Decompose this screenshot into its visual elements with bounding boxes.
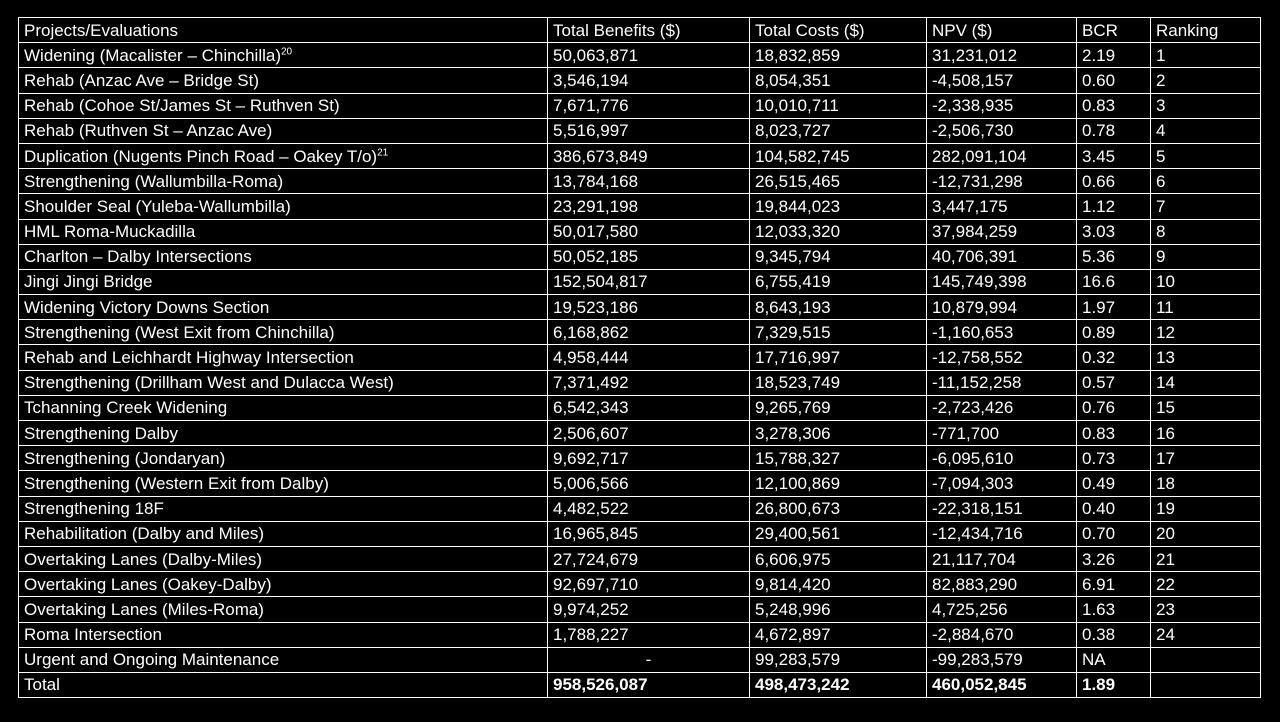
table-row <box>19 622 1261 647</box>
cell-ranking: 4 <box>1151 118 1261 143</box>
cell-total-costs: 18,523,749 <box>750 370 927 395</box>
cell-total-benefits: 23,291,198 <box>548 194 750 219</box>
cell-npv: 4,725,256 <box>927 597 1077 622</box>
cell-ranking <box>1151 647 1261 672</box>
cell-total-benefits: 6,542,343 <box>548 395 750 420</box>
cell-total-costs: 19,844,023 <box>750 194 927 219</box>
table-row <box>19 421 1261 446</box>
cell-bcr: 3.26 <box>1077 546 1151 571</box>
cell-project <box>19 68 548 93</box>
cell-total-costs: 9,814,420 <box>750 572 927 597</box>
project-name: Strengthening (Jondaryan) <box>24 448 226 468</box>
cell-ranking: 16 <box>1151 421 1261 446</box>
cell-npv: -22,318,151 <box>927 496 1077 521</box>
cell-npv: -12,758,552 <box>927 345 1077 370</box>
cell-project <box>19 295 548 320</box>
cell-total-benefits: 4,958,444 <box>548 345 750 370</box>
project-name: Strengthening (West Exit from Chinchilla) <box>24 322 335 342</box>
cell-total-costs: 7,329,515 <box>750 320 927 345</box>
table-row <box>19 169 1261 194</box>
project-name: Rehab (Cohoe St/James St – Ruthven St) <box>24 96 340 116</box>
table-row <box>19 471 1261 496</box>
cell-project <box>19 219 548 244</box>
project-name: Rehab and Leichhardt Highway Intersection <box>24 348 354 368</box>
cell-ranking: 17 <box>1151 446 1261 471</box>
cell-project <box>19 546 548 571</box>
cell-ranking: 10 <box>1151 269 1261 294</box>
project-name: Roma Intersection <box>24 625 162 645</box>
project-name: Jingi Jingi Bridge <box>24 272 153 292</box>
table-row <box>19 647 1261 672</box>
cell-total-benefits: 9,692,717 <box>548 446 750 471</box>
cell-total-costs: 17,716,997 <box>750 345 927 370</box>
cell-ranking: 7 <box>1151 194 1261 219</box>
cell-npv: -99,283,579 <box>927 647 1077 672</box>
cell-npv: -11,152,258 <box>927 370 1077 395</box>
cell-total-costs: 9,345,794 <box>750 244 927 269</box>
project-name: Overtaking Lanes (Oakey-Dalby) <box>24 574 272 594</box>
footnote-ref: 21 <box>377 146 389 158</box>
cell-npv: -2,338,935 <box>927 93 1077 118</box>
cell-bcr: 0.60 <box>1077 68 1151 93</box>
header-bcr: BCR <box>1077 18 1151 43</box>
cell-ranking: 1 <box>1151 43 1261 68</box>
cell-total-benefits: 27,724,679 <box>548 546 750 571</box>
cell-npv: -4,508,157 <box>927 68 1077 93</box>
cell-npv: 10,879,994 <box>927 295 1077 320</box>
footnote-ref: 20 <box>280 46 293 58</box>
project-name: Tchanning Creek Widening <box>24 398 228 418</box>
project-name: Rehabilitation (Dalby and Miles) <box>24 524 265 544</box>
table-row <box>19 244 1261 269</box>
cell-npv: 40,706,391 <box>927 244 1077 269</box>
project-name: Strengthening 18F <box>24 499 164 519</box>
project-name: Overtaking Lanes (Dalby-Miles) <box>24 549 263 569</box>
cell-ranking: 11 <box>1151 295 1261 320</box>
cell-total-benefits: 19,523,186 <box>548 295 750 320</box>
table-row <box>19 93 1261 118</box>
cell-npv: -7,094,303 <box>927 471 1077 496</box>
cell-project <box>19 446 548 471</box>
cell-total-benefits: 50,063,871 <box>548 43 750 68</box>
project-name: Duplication (Nugents Pinch Road – Oakey T/o) <box>24 146 378 166</box>
cell-npv: -2,506,730 <box>927 118 1077 143</box>
cell-bcr: 3.03 <box>1077 219 1151 244</box>
cell-total-costs: 26,515,465 <box>750 169 927 194</box>
cell-ranking: 13 <box>1151 345 1261 370</box>
cell-total-costs: 9,265,769 <box>750 395 927 420</box>
cell-total-costs: 10,010,711 <box>750 93 927 118</box>
cell-total-costs: 8,643,193 <box>750 295 927 320</box>
cell-npv: -1,160,653 <box>927 320 1077 345</box>
table-row <box>19 269 1261 294</box>
cell-npv: 145,749,398 <box>927 269 1077 294</box>
project-evaluations-table <box>18 17 1261 698</box>
header-row <box>19 18 1261 43</box>
cell-project <box>19 143 548 168</box>
cell-project <box>19 118 548 143</box>
cell-bcr: 3.45 <box>1077 143 1151 168</box>
cell-bcr: 0.83 <box>1077 93 1151 118</box>
project-name: Strengthening (Western Exit from Dalby) <box>24 473 329 493</box>
cell-project <box>19 572 548 597</box>
cell-total-benefits: 9,974,252 <box>548 597 750 622</box>
cell-npv: -2,884,670 <box>927 622 1077 647</box>
cell-ranking: 9 <box>1151 244 1261 269</box>
header-total-costs: Total Costs ($) <box>750 18 927 43</box>
cell-project <box>19 345 548 370</box>
cell-bcr: 0.57 <box>1077 370 1151 395</box>
header-total-benefits: Total Benefits ($) <box>548 18 750 43</box>
cell-ranking: 23 <box>1151 597 1261 622</box>
cell-npv: -2,723,426 <box>927 395 1077 420</box>
table-row <box>19 597 1261 622</box>
project-name: Charlton – Dalby Intersections <box>24 247 252 267</box>
cell-ranking: 14 <box>1151 370 1261 395</box>
project-name: Strengthening (Drillham West and Dulacca West) <box>24 373 394 393</box>
table-row <box>19 496 1261 521</box>
cell-bcr: 0.38 <box>1077 622 1151 647</box>
cell-total-costs: 5,248,996 <box>750 597 927 622</box>
cell-ranking: 20 <box>1151 521 1261 546</box>
cell-npv: 3,447,175 <box>927 194 1077 219</box>
cell-bcr: 0.78 <box>1077 118 1151 143</box>
cell-project <box>19 169 548 194</box>
cell-total-benefits: 5,006,566 <box>548 471 750 496</box>
cell-ranking: 18 <box>1151 471 1261 496</box>
cell-project <box>19 597 548 622</box>
cell-total-benefits: 50,017,580 <box>548 219 750 244</box>
table-row <box>19 370 1261 395</box>
cell-bcr: 16.6 <box>1077 269 1151 294</box>
cell-total-costs: 26,800,673 <box>750 496 927 521</box>
cell-bcr: 0.32 <box>1077 345 1151 370</box>
table-row <box>19 118 1261 143</box>
project-name: Rehab (Anzac Ave – Bridge St) <box>24 70 259 90</box>
cell-project <box>19 244 548 269</box>
cell-bcr: 0.66 <box>1077 169 1151 194</box>
header-ranking: Ranking <box>1151 18 1261 43</box>
cell-total-costs: 8,054,351 <box>750 68 927 93</box>
cell-project <box>19 471 548 496</box>
cell-total-benefits: 92,697,710 <box>548 572 750 597</box>
cell-total-costs: 6,755,419 <box>750 269 927 294</box>
cell-project <box>19 370 548 395</box>
cell-project <box>19 647 548 672</box>
cell-total-costs: 12,033,320 <box>750 219 927 244</box>
cell-bcr: 2.19 <box>1077 43 1151 68</box>
cell-total-benefits: 16,965,845 <box>548 521 750 546</box>
cell-total-costs: 18,832,859 <box>750 43 927 68</box>
cell-total-benefits: 2,506,607 <box>548 421 750 446</box>
cell-bcr: 0.49 <box>1077 471 1151 496</box>
cell-npv: -12,731,298 <box>927 169 1077 194</box>
project-name: HML Roma-Muckadilla <box>24 222 196 242</box>
total-bcr: 1.89 <box>1077 672 1151 697</box>
cell-total-benefits: 386,673,849 <box>548 143 750 168</box>
table-row <box>19 320 1261 345</box>
cell-bcr: 0.70 <box>1077 521 1151 546</box>
cell-total-benefits: 5,516,997 <box>548 118 750 143</box>
cell-project <box>19 395 548 420</box>
cell-npv: 282,091,104 <box>927 143 1077 168</box>
cell-bcr: 0.76 <box>1077 395 1151 420</box>
cell-ranking: 15 <box>1151 395 1261 420</box>
table-row <box>19 68 1261 93</box>
table-body <box>19 43 1261 673</box>
cell-npv: 82,883,290 <box>927 572 1077 597</box>
project-name: Shoulder Seal (Yuleba-Wallumbilla) <box>24 196 291 216</box>
cell-total-benefits: 1,788,227 <box>548 622 750 647</box>
project-name: Rehab (Ruthven St – Anzac Ave) <box>24 121 273 141</box>
cell-total-benefits: 4,482,522 <box>548 496 750 521</box>
header-npv: NPV ($) <box>927 18 1077 43</box>
cell-total-benefits: - <box>548 647 750 672</box>
cell-total-costs: 12,100,869 <box>750 471 927 496</box>
cell-total-benefits: 7,371,492 <box>548 370 750 395</box>
total-benefits: 958,526,087 <box>548 672 750 697</box>
project-name: Widening (Macalister – Chinchilla) <box>24 45 281 65</box>
cell-total-costs: 3,278,306 <box>750 421 927 446</box>
table-row <box>19 345 1261 370</box>
cell-npv: -771,700 <box>927 421 1077 446</box>
project-name: Strengthening (Wallumbilla-Roma) <box>24 171 284 191</box>
cell-total-benefits: 6,168,862 <box>548 320 750 345</box>
project-name: Overtaking Lanes (Miles-Roma) <box>24 599 264 619</box>
table-row <box>19 572 1261 597</box>
cell-bcr: 1.97 <box>1077 295 1151 320</box>
total-npv: 460,052,845 <box>927 672 1077 697</box>
cell-bcr: 0.73 <box>1077 446 1151 471</box>
project-name: Strengthening Dalby <box>24 423 179 443</box>
cell-bcr: 0.83 <box>1077 421 1151 446</box>
cell-bcr: 0.89 <box>1077 320 1151 345</box>
table-row <box>19 546 1261 571</box>
project-name: Widening Victory Downs Section <box>24 297 270 317</box>
project-name: Urgent and Ongoing Maintenance <box>24 650 280 670</box>
cell-total-costs: 99,283,579 <box>750 647 927 672</box>
table-row <box>19 521 1261 546</box>
cell-project <box>19 421 548 446</box>
cell-project <box>19 194 548 219</box>
cell-total-costs: 29,400,561 <box>750 521 927 546</box>
table-row <box>19 219 1261 244</box>
cell-bcr: 0.40 <box>1077 496 1151 521</box>
cell-project <box>19 43 548 68</box>
cell-total-costs: 6,606,975 <box>750 546 927 571</box>
cell-ranking: 22 <box>1151 572 1261 597</box>
table-row <box>19 395 1261 420</box>
cell-project <box>19 496 548 521</box>
cell-npv: -6,095,610 <box>927 446 1077 471</box>
cell-ranking: 12 <box>1151 320 1261 345</box>
cell-project <box>19 320 548 345</box>
table-row <box>19 43 1261 68</box>
total-ranking <box>1151 672 1261 697</box>
total-label: Total <box>19 672 548 697</box>
cell-project <box>19 93 548 118</box>
cell-total-costs: 104,582,745 <box>750 143 927 168</box>
cell-ranking: 3 <box>1151 93 1261 118</box>
cell-ranking: 19 <box>1151 496 1261 521</box>
cell-total-benefits: 7,671,776 <box>548 93 750 118</box>
cell-total-benefits: 13,784,168 <box>548 169 750 194</box>
cell-project <box>19 521 548 546</box>
total-costs: 498,473,242 <box>750 672 927 697</box>
cell-bcr: 6.91 <box>1077 572 1151 597</box>
cell-project <box>19 622 548 647</box>
cell-total-benefits: 50,052,185 <box>548 244 750 269</box>
table-row <box>19 194 1261 219</box>
cell-bcr: 5.36 <box>1077 244 1151 269</box>
cell-npv: 37,984,259 <box>927 219 1077 244</box>
cell-npv: 21,117,704 <box>927 546 1077 571</box>
table-row <box>19 446 1261 471</box>
cell-bcr: 1.63 <box>1077 597 1151 622</box>
cell-ranking: 8 <box>1151 219 1261 244</box>
cell-total-costs: 15,788,327 <box>750 446 927 471</box>
cell-ranking: 2 <box>1151 68 1261 93</box>
cell-bcr: 1.12 <box>1077 194 1151 219</box>
cell-ranking: 6 <box>1151 169 1261 194</box>
cell-bcr: NA <box>1077 647 1151 672</box>
cell-npv: 31,231,012 <box>927 43 1077 68</box>
cell-total-benefits: 152,504,817 <box>548 269 750 294</box>
header-projects: Projects/Evaluations <box>19 18 548 43</box>
cell-total-costs: 8,023,727 <box>750 118 927 143</box>
cell-total-benefits: 3,546,194 <box>548 68 750 93</box>
cell-npv: -12,434,716 <box>927 521 1077 546</box>
cell-ranking: 24 <box>1151 622 1261 647</box>
cell-project <box>19 269 548 294</box>
table-row <box>19 143 1261 168</box>
cell-ranking: 21 <box>1151 546 1261 571</box>
table-row <box>19 295 1261 320</box>
total-row <box>19 672 1261 697</box>
cell-ranking: 5 <box>1151 143 1261 168</box>
cell-total-costs: 4,672,897 <box>750 622 927 647</box>
